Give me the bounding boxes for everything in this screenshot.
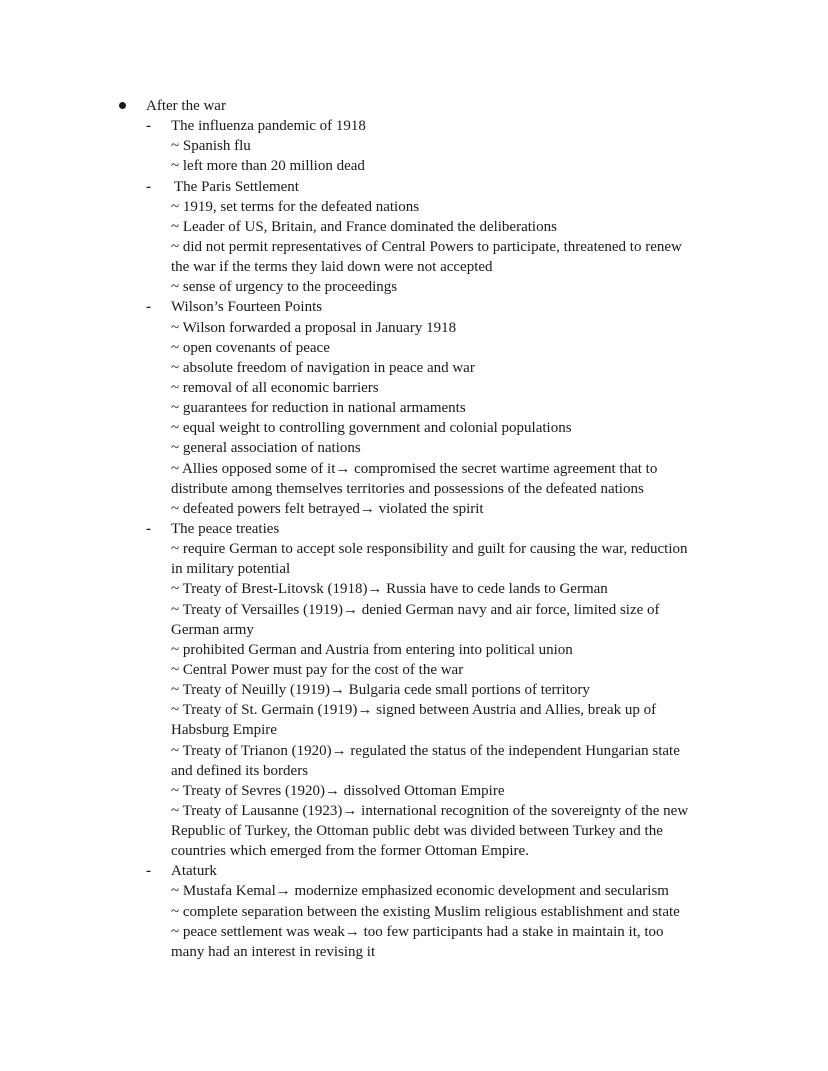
note-line: ~ did not permit representatives of Central Powers to participate, threatened to renew (171, 238, 682, 255)
note-line: ~ guarantees for reduction in national armaments (171, 400, 466, 417)
note-line: ~ complete separation between the existing Muslim religious establishment and state (171, 903, 680, 920)
note-line: ~ Treaty of Lausanne (1923)→ international recognition of the sovereignty of the new (171, 802, 689, 819)
top-bullet-item (0, 96, 828, 116)
note-line: ~ absolute freedom of navigation in peace and war (171, 359, 475, 376)
note-line: ~ Treaty of Neuilly (1919)→ Bulgaria cede small portions of territory (171, 682, 590, 699)
note-line: ~ Spanish flu (171, 138, 251, 155)
note-line: ~ Treaty of St. Germain (1919)→ signed between Austria and Allies, break up of (171, 702, 657, 719)
note-line: ~ Treaty of Trianon (1920)→ regulated the status of the independent Hungarian state (171, 742, 680, 759)
bullet-icon (119, 102, 126, 109)
note-line-continued: and defined its borders (171, 762, 309, 779)
note-line: ~ require German to accept sole responsibility and guilt for causing the war, reduction (171, 541, 688, 558)
dash-icon: - (146, 520, 151, 537)
note-line: ~ open covenants of peace (171, 339, 330, 356)
note-line: ~ equal weight to controlling government and colonial populations (171, 420, 572, 437)
notes-title: After the war (146, 98, 226, 114)
note-line-continued: German army (171, 621, 254, 638)
note-line: ~ 1919, set terms for the defeated nations (171, 198, 420, 215)
note-line-continued: Republic of Turkey, the Ottoman public debt was divided between Turkey and the (171, 823, 663, 840)
note-line: ~ defeated powers felt betrayed→ violated the spirit (171, 500, 484, 517)
note-line: ~ Treaty of Sevres (1920)→ dissolved Ottoman Empire (171, 782, 505, 799)
note-line: ~ Allies opposed some of it→ compromised the secret wartime agreement that to (171, 460, 658, 477)
note-line-continued: the war if the terms they laid down were not accepted (171, 259, 493, 276)
note-line: ~ Wilson forwarded a proposal in January 1918 (171, 319, 457, 336)
dash-icon: - (146, 118, 151, 135)
note-line-continued: many had an interest in revising it (171, 943, 376, 960)
note-line: ~ Central Power must pay for the cost of the war (171, 661, 464, 678)
note-line-continued: distribute among themselves territories and possessions of the defeated nations (171, 480, 644, 497)
note-line: ~ removal of all economic barriers (171, 379, 379, 396)
note-line: ~ Mustafa Kemal→ modernize emphasized economic development and secularism (171, 883, 669, 900)
notes-page (0, 96, 828, 962)
section-heading: - The influenza pandemic of 1918 (0, 116, 828, 136)
note-line: ~ Leader of US, Britain, and France dominated the deliberations (171, 218, 557, 235)
dash-icon: - (146, 178, 151, 195)
note-line: ~ left more than 20 million dead (171, 158, 365, 175)
dash-icon: - (146, 299, 151, 316)
section-heading: - Ataturk (0, 861, 828, 881)
note-line: ~ peace settlement was weak→ too few participants had a stake in maintain it, too (171, 923, 664, 940)
note-line: ~ Treaty of Brest-Litovsk (1918)→ Russia have to cede lands to German (171, 581, 608, 598)
section-heading: - The peace treaties (0, 519, 828, 539)
section-heading: - Wilson’s Fourteen Points (0, 297, 828, 317)
note-line-continued: countries which emerged from the former Ottoman Empire. (171, 843, 529, 860)
note-line: ~ prohibited German and Austria from entering into political union (171, 641, 573, 658)
note-line-continued: Habsburg Empire (171, 722, 277, 739)
dash-icon: - (146, 863, 151, 880)
note-line: ~ sense of urgency to the proceedings (171, 279, 398, 296)
section-heading: - The Paris Settlement (0, 177, 828, 197)
note-line: ~ Treaty of Versailles (1919)→ denied German navy and air force, limited size of (171, 601, 660, 618)
note-line-continued: in military potential (171, 561, 291, 578)
note-line: ~ general association of nations (171, 440, 361, 457)
